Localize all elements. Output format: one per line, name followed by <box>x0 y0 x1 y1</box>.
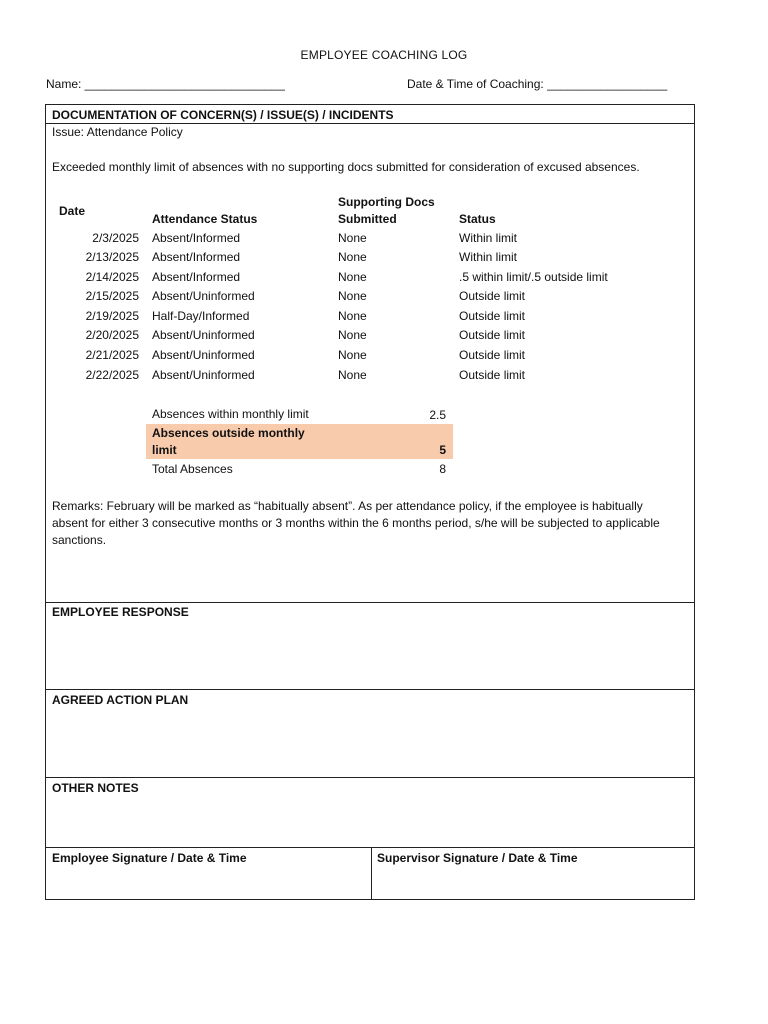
table-row <box>46 328 694 347</box>
table-row <box>46 348 694 367</box>
coaching-log-form <box>45 104 695 900</box>
employee-signature-label[interactable]: Employee Signature / Date & Time <box>52 851 247 865</box>
row-attendance: Absent/Uninformed <box>152 328 255 342</box>
header-supporting-docs: Supporting Docs <box>338 195 435 209</box>
page-title: EMPLOYEE COACHING LOG <box>300 48 468 62</box>
table-row <box>46 309 694 328</box>
within-limit-value: 2.5 <box>429 408 446 422</box>
row-attendance: Absent/Uninformed <box>152 348 255 362</box>
row-status: Outside limit <box>459 328 526 342</box>
outside-limit-value: 5 <box>439 443 446 457</box>
coaching-datetime-field[interactable]: Date & Time of Coaching: __________________ <box>407 77 668 91</box>
row-attendance: Half-Day/Informed <box>152 309 250 323</box>
agreed-action-plan-section[interactable] <box>46 690 694 707</box>
issue-description: Exceeded monthly limit of absences with no supporting docs submitted for consideration of excused absences. <box>52 160 640 174</box>
table-row <box>46 270 694 289</box>
row-attendance: Absent/Informed <box>152 231 241 245</box>
row-attendance: Absent/Uninformed <box>152 368 255 382</box>
row-docs: None <box>338 348 367 362</box>
row-date: 2/19/2025 <box>85 309 139 323</box>
row-status: .5 within limit/.5 outside limit <box>459 270 608 284</box>
supervisor-signature-label[interactable]: Supervisor Signature / Date & Time <box>377 851 578 865</box>
divider <box>46 123 694 124</box>
row-date: 2/20/2025 <box>85 328 139 342</box>
within-limit-label: Absences within monthly limit <box>152 407 309 421</box>
row-status: Outside limit <box>459 368 526 382</box>
total-absences-label: Total Absences <box>152 462 233 476</box>
row-docs: None <box>338 328 367 342</box>
name-field[interactable]: Name: ______________________________ <box>46 77 285 91</box>
row-docs: None <box>338 289 367 303</box>
row-attendance: Absent/Uninformed <box>152 289 255 303</box>
row-date: 2/13/2025 <box>85 250 139 264</box>
row-status: Outside limit <box>459 309 526 323</box>
row-status: Within limit <box>459 231 518 245</box>
outside-limit-label: Absences outside monthly <box>152 426 305 440</box>
total-absences-value: 8 <box>439 462 446 476</box>
row-docs: None <box>338 368 367 382</box>
header-supporting-docs-submitted: Submitted <box>338 212 397 226</box>
row-status: Outside limit <box>459 289 526 303</box>
agreed-action-plan-heading: AGREED ACTION PLAN <box>52 693 189 707</box>
table-row <box>46 250 694 269</box>
header-status: Status <box>459 212 496 226</box>
remarks-text: Remarks: February will be marked as “habitually absent”. As per attendance policy, if the employee is habitually absent for either 3 consecutive months or 3 months within the 6 months period, s/he will be subjected to applicable sanctions. <box>52 499 660 547</box>
row-date: 2/21/2025 <box>85 348 139 362</box>
signature-divider <box>371 848 372 900</box>
employee-response-heading: EMPLOYEE RESPONSE <box>52 605 189 619</box>
row-status: Outside limit <box>459 348 526 362</box>
row-docs: None <box>338 309 367 323</box>
header-date: Date <box>59 204 86 218</box>
row-attendance: Absent/Informed <box>152 270 241 284</box>
row-date: 2/3/2025 <box>92 231 139 245</box>
table-row <box>46 231 694 250</box>
table-row <box>46 368 694 387</box>
other-notes-section[interactable] <box>46 778 694 795</box>
row-attendance: Absent/Informed <box>152 250 241 264</box>
row-docs: None <box>338 270 367 284</box>
row-docs: None <box>338 231 367 245</box>
issue-text: Issue: Attendance Policy <box>52 125 183 139</box>
header-attendance-status: Attendance Status <box>152 212 258 226</box>
row-date: 2/22/2025 <box>85 368 139 382</box>
outside-limit-label-cont: limit <box>152 443 177 457</box>
divider <box>46 847 694 848</box>
concerns-heading: DOCUMENTATION OF CONCERN(S) / ISSUE(S) / INCIDENTS <box>52 108 394 122</box>
employee-response-section[interactable] <box>46 602 694 619</box>
table-row <box>46 289 694 308</box>
row-date: 2/14/2025 <box>85 270 139 284</box>
row-docs: None <box>338 250 367 264</box>
row-date: 2/15/2025 <box>85 289 139 303</box>
row-status: Within limit <box>459 250 518 264</box>
other-notes-heading: OTHER NOTES <box>52 781 139 795</box>
